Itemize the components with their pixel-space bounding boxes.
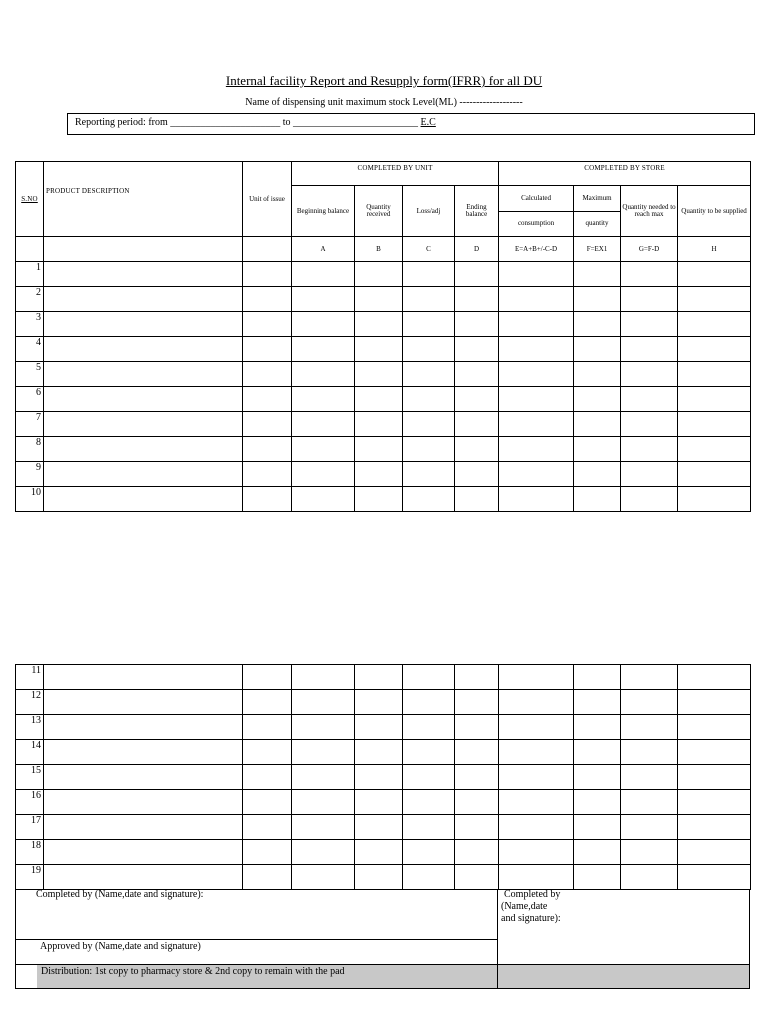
table-cell[interactable] xyxy=(678,665,751,690)
row-number: 17 xyxy=(16,815,44,840)
table-cell[interactable] xyxy=(243,412,292,437)
completed-by-right-line1: Completed by xyxy=(504,889,561,900)
table-cell[interactable] xyxy=(574,665,621,690)
table-cell[interactable] xyxy=(44,437,243,462)
table-cell[interactable] xyxy=(678,487,751,512)
table-cell[interactable] xyxy=(355,412,403,437)
table-cell[interactable] xyxy=(455,690,499,715)
table-cell[interactable] xyxy=(243,337,292,362)
table-cell[interactable] xyxy=(355,815,403,840)
approved-by-label: Approved by (Name,date and signature) xyxy=(40,941,201,952)
table-cell[interactable] xyxy=(403,387,455,412)
completed-by-right-box[interactable] xyxy=(497,889,750,965)
table-cell[interactable] xyxy=(44,262,243,287)
table-cell[interactable] xyxy=(243,262,292,287)
table-cell[interactable] xyxy=(678,462,751,487)
table-cell[interactable] xyxy=(574,312,621,337)
table-cell[interactable] xyxy=(292,362,355,387)
table-cell[interactable] xyxy=(44,337,243,362)
table-cell[interactable] xyxy=(574,362,621,387)
table-row xyxy=(16,362,751,387)
table-cell[interactable] xyxy=(243,790,292,815)
table-cell[interactable] xyxy=(499,262,574,287)
table-cell[interactable] xyxy=(243,840,292,865)
table-cell[interactable] xyxy=(44,815,243,840)
table-cell[interactable] xyxy=(574,815,621,840)
approved-by-box[interactable] xyxy=(15,939,498,965)
reporting-from-blank[interactable]: ______________________ xyxy=(170,117,281,128)
row-number: 4 xyxy=(16,337,44,362)
table-cell[interactable] xyxy=(44,362,243,387)
table-row xyxy=(16,790,751,815)
table-cell[interactable] xyxy=(355,287,403,312)
table-cell[interactable] xyxy=(355,262,403,287)
table-cell[interactable] xyxy=(243,740,292,765)
table-cell[interactable] xyxy=(44,387,243,412)
table-cell[interactable] xyxy=(292,287,355,312)
table-cell[interactable] xyxy=(574,715,621,740)
table-cell[interactable] xyxy=(355,840,403,865)
row-number: 5 xyxy=(16,362,44,387)
table-cell[interactable] xyxy=(455,337,499,362)
table-cell[interactable] xyxy=(44,715,243,740)
table-cell[interactable] xyxy=(455,487,499,512)
distribution-box xyxy=(15,964,498,989)
table-cell[interactable] xyxy=(621,362,678,387)
table-cell[interactable] xyxy=(574,262,621,287)
table-cell[interactable] xyxy=(355,437,403,462)
table-cell[interactable] xyxy=(403,790,455,815)
unit-letter-cell xyxy=(243,237,292,262)
table-cell[interactable] xyxy=(499,665,574,690)
completed-by-left-box[interactable] xyxy=(15,889,498,940)
reporting-to-blank[interactable]: _________________________ xyxy=(293,117,419,128)
table-cell[interactable] xyxy=(403,337,455,362)
table-cell[interactable] xyxy=(403,865,455,890)
col-c-letter: C xyxy=(403,237,455,262)
table-cell[interactable] xyxy=(574,840,621,865)
table-cell[interactable] xyxy=(678,715,751,740)
table-cell[interactable] xyxy=(499,287,574,312)
col-d-letter: D xyxy=(455,237,499,262)
table-cell[interactable] xyxy=(678,337,751,362)
table-cell[interactable] xyxy=(499,387,574,412)
ending-balance-header: Ending balance xyxy=(455,186,499,237)
table-row xyxy=(16,312,751,337)
table-cell[interactable] xyxy=(574,690,621,715)
table-cell[interactable] xyxy=(621,840,678,865)
table-cell[interactable] xyxy=(292,412,355,437)
table-cell[interactable] xyxy=(499,487,574,512)
table-cell[interactable] xyxy=(455,437,499,462)
completed-by-right-label xyxy=(501,889,749,925)
table-cell[interactable] xyxy=(403,312,455,337)
quantity-needed-header: Quantity needed to reach max xyxy=(621,186,678,237)
table-cell[interactable] xyxy=(44,865,243,890)
table-cell[interactable] xyxy=(292,337,355,362)
table-cell[interactable] xyxy=(292,437,355,462)
completed-by-right-line3: and signature): xyxy=(501,913,561,924)
table-cell[interactable] xyxy=(621,387,678,412)
table-row xyxy=(16,765,751,790)
reporting-period-box xyxy=(67,113,755,135)
table-cell[interactable] xyxy=(403,287,455,312)
table-cell[interactable] xyxy=(355,765,403,790)
table-cell[interactable] xyxy=(499,865,574,890)
table-row xyxy=(16,462,751,487)
table-cell[interactable] xyxy=(574,412,621,437)
table-cell[interactable] xyxy=(455,287,499,312)
table-cell[interactable] xyxy=(455,765,499,790)
table-cell[interactable] xyxy=(621,715,678,740)
table-cell[interactable] xyxy=(292,462,355,487)
table-cell[interactable] xyxy=(574,487,621,512)
table-cell[interactable] xyxy=(499,337,574,362)
resupply-table-page2 xyxy=(15,664,751,890)
table-cell[interactable] xyxy=(292,387,355,412)
table-cell[interactable] xyxy=(355,690,403,715)
table-cell[interactable] xyxy=(243,362,292,387)
table-cell[interactable] xyxy=(499,765,574,790)
table-cell[interactable] xyxy=(44,765,243,790)
table-cell[interactable] xyxy=(403,740,455,765)
row-number: 10 xyxy=(16,487,44,512)
table-cell[interactable] xyxy=(44,487,243,512)
table-cell[interactable] xyxy=(243,387,292,412)
table-cell[interactable] xyxy=(678,840,751,865)
table-cell[interactable] xyxy=(292,765,355,790)
table-cell[interactable] xyxy=(355,362,403,387)
table-cell[interactable] xyxy=(355,387,403,412)
table-cell[interactable] xyxy=(355,865,403,890)
table-cell[interactable] xyxy=(292,740,355,765)
table-cell[interactable] xyxy=(678,262,751,287)
table-cell[interactable] xyxy=(292,865,355,890)
table-row xyxy=(16,262,751,287)
table-cell[interactable] xyxy=(292,312,355,337)
table-cell[interactable] xyxy=(621,462,678,487)
table-cell[interactable] xyxy=(355,740,403,765)
row-number: 9 xyxy=(16,462,44,487)
table-cell[interactable] xyxy=(621,665,678,690)
table-cell[interactable] xyxy=(574,387,621,412)
table-cell[interactable] xyxy=(621,287,678,312)
table-cell[interactable] xyxy=(403,262,455,287)
maximum-header: Maximum xyxy=(574,186,621,212)
table-cell[interactable] xyxy=(678,815,751,840)
table-cell[interactable] xyxy=(355,337,403,362)
product-description-header xyxy=(44,162,243,237)
table-cell[interactable] xyxy=(574,462,621,487)
table-body-page2 xyxy=(16,665,751,890)
table-cell[interactable] xyxy=(678,387,751,412)
table-cell[interactable] xyxy=(678,312,751,337)
table-row xyxy=(16,412,751,437)
product-description-label: PRODUCT DESCRIPTION xyxy=(46,187,130,195)
table-cell[interactable] xyxy=(243,865,292,890)
table-cell[interactable] xyxy=(44,287,243,312)
table-cell[interactable] xyxy=(455,387,499,412)
table-cell[interactable] xyxy=(678,790,751,815)
calculated-header: Calculated xyxy=(499,186,574,212)
col-g-formula: G=F-D xyxy=(621,237,678,262)
row-number: 19 xyxy=(16,865,44,890)
table-cell[interactable] xyxy=(499,462,574,487)
table-cell[interactable] xyxy=(355,790,403,815)
table-cell[interactable] xyxy=(621,790,678,815)
table-cell[interactable] xyxy=(574,337,621,362)
table-cell[interactable] xyxy=(292,715,355,740)
table-cell[interactable] xyxy=(455,412,499,437)
table-cell[interactable] xyxy=(621,740,678,765)
table-cell[interactable] xyxy=(621,815,678,840)
table-cell[interactable] xyxy=(403,487,455,512)
table-cell[interactable] xyxy=(621,412,678,437)
table-cell[interactable] xyxy=(499,690,574,715)
table-cell[interactable] xyxy=(455,865,499,890)
table-cell[interactable] xyxy=(455,740,499,765)
table-cell[interactable] xyxy=(292,840,355,865)
table-cell[interactable] xyxy=(355,462,403,487)
table-cell[interactable] xyxy=(292,487,355,512)
table-cell[interactable] xyxy=(455,362,499,387)
col-f-formula: F=EX1 xyxy=(574,237,621,262)
completed-by-right-line2: (Name,date xyxy=(501,901,548,912)
table-cell[interactable] xyxy=(499,412,574,437)
col-a-letter: A xyxy=(292,237,355,262)
row-number: 1 xyxy=(16,262,44,287)
row-number: 15 xyxy=(16,765,44,790)
table-cell[interactable] xyxy=(44,690,243,715)
table-cell[interactable] xyxy=(44,462,243,487)
table-cell[interactable] xyxy=(621,437,678,462)
table-cell[interactable] xyxy=(621,487,678,512)
table-cell[interactable] xyxy=(243,462,292,487)
row-number: 8 xyxy=(16,437,44,462)
table-cell[interactable] xyxy=(355,487,403,512)
table-cell[interactable] xyxy=(44,790,243,815)
table-cell[interactable] xyxy=(574,865,621,890)
table-row xyxy=(16,287,751,312)
form-title: Internal facility Report and Resupply form(IFRR) for all DU xyxy=(225,73,543,88)
table-body-page1 xyxy=(16,262,751,512)
table-cell[interactable] xyxy=(574,790,621,815)
loss-adj-header: Loss/adj xyxy=(403,186,455,237)
reporting-ec: E.C xyxy=(420,117,436,128)
table-row xyxy=(16,865,751,890)
quantity-header: quantity xyxy=(574,211,621,237)
reporting-from-label: Reporting period: from xyxy=(75,117,168,128)
table-cell[interactable] xyxy=(678,740,751,765)
table-cell[interactable] xyxy=(499,312,574,337)
table-cell[interactable] xyxy=(621,690,678,715)
table-cell[interactable] xyxy=(292,815,355,840)
table-cell[interactable] xyxy=(292,790,355,815)
row-number: 12 xyxy=(16,690,44,715)
product-letter-cell xyxy=(44,237,243,262)
table-cell[interactable] xyxy=(44,665,243,690)
table-row xyxy=(16,740,751,765)
row-number: 11 xyxy=(16,665,44,690)
table-cell[interactable] xyxy=(403,815,455,840)
table-row xyxy=(16,337,751,362)
distribution-right-cell xyxy=(497,964,750,989)
table-cell[interactable] xyxy=(403,412,455,437)
table-cell[interactable] xyxy=(455,312,499,337)
table-row xyxy=(16,815,751,840)
consumption-header: consumption xyxy=(499,211,574,237)
table-cell[interactable] xyxy=(403,462,455,487)
table-cell[interactable] xyxy=(243,437,292,462)
table-cell[interactable] xyxy=(243,690,292,715)
table-cell[interactable] xyxy=(44,412,243,437)
table-cell[interactable] xyxy=(574,437,621,462)
table-cell[interactable] xyxy=(678,437,751,462)
completed-by-left-label: Completed by (Name,date and signature): xyxy=(36,889,204,900)
row-number: 18 xyxy=(16,840,44,865)
table-cell[interactable] xyxy=(243,287,292,312)
resupply-table-page1 xyxy=(15,161,751,512)
table-cell[interactable] xyxy=(621,765,678,790)
table-cell[interactable] xyxy=(678,287,751,312)
table-cell[interactable] xyxy=(678,865,751,890)
table-cell[interactable] xyxy=(678,690,751,715)
beginning-balance-header: Beginning balance xyxy=(292,186,355,237)
table-cell[interactable] xyxy=(574,765,621,790)
table-row xyxy=(16,690,751,715)
table-cell[interactable] xyxy=(403,765,455,790)
sno-letter-cell xyxy=(16,237,44,262)
table-cell[interactable] xyxy=(243,715,292,740)
reporting-to-label: to xyxy=(282,117,291,128)
table-cell[interactable] xyxy=(243,665,292,690)
table-cell[interactable] xyxy=(455,840,499,865)
table-row xyxy=(16,665,751,690)
sno-header: S.NO xyxy=(16,162,44,237)
table-cell[interactable] xyxy=(499,840,574,865)
distribution-label: Distribution: 1st copy to pharmacy store & 2nd copy to remain with the pad xyxy=(37,965,497,988)
table-cell[interactable] xyxy=(499,362,574,387)
table-cell[interactable] xyxy=(499,437,574,462)
table-cell[interactable] xyxy=(455,665,499,690)
table-cell[interactable] xyxy=(678,412,751,437)
table-cell[interactable] xyxy=(499,790,574,815)
completed-by-unit-header: COMPLETED BY UNIT xyxy=(292,162,499,186)
table-cell[interactable] xyxy=(243,765,292,790)
row-number: 7 xyxy=(16,412,44,437)
form-subtitle: Name of dispensing unit maximum stock Level(ML) ------------------- xyxy=(245,97,523,108)
row-number: 14 xyxy=(16,740,44,765)
table-cell[interactable] xyxy=(292,665,355,690)
table-cell[interactable] xyxy=(44,840,243,865)
col-h-letter: H xyxy=(678,237,751,262)
table-cell[interactable] xyxy=(243,312,292,337)
table-cell[interactable] xyxy=(499,815,574,840)
row-number: 16 xyxy=(16,790,44,815)
row-number: 2 xyxy=(16,287,44,312)
table-cell[interactable] xyxy=(44,312,243,337)
col-b-letter: B xyxy=(355,237,403,262)
table-cell[interactable] xyxy=(621,865,678,890)
table-cell[interactable] xyxy=(621,312,678,337)
table-cell[interactable] xyxy=(292,690,355,715)
table-row xyxy=(16,487,751,512)
quantity-received-header: Quantity received xyxy=(355,186,403,237)
table-cell[interactable] xyxy=(403,665,455,690)
table-cell[interactable] xyxy=(499,740,574,765)
col-e-formula: E=A+B+/-C-D xyxy=(499,237,574,262)
table-cell[interactable] xyxy=(455,462,499,487)
table-cell[interactable] xyxy=(621,262,678,287)
table-row xyxy=(16,437,751,462)
table-cell[interactable] xyxy=(403,690,455,715)
unit-of-issue-header: Unit of issue xyxy=(243,162,292,237)
table-cell[interactable] xyxy=(678,765,751,790)
table-cell[interactable] xyxy=(678,362,751,387)
table-cell[interactable] xyxy=(243,815,292,840)
table-cell[interactable] xyxy=(455,715,499,740)
table-cell[interactable] xyxy=(243,487,292,512)
table-cell[interactable] xyxy=(499,715,574,740)
completed-by-store-header: COMPLETED BY STORE xyxy=(499,162,751,186)
row-number: 13 xyxy=(16,715,44,740)
table-cell[interactable] xyxy=(403,840,455,865)
table-cell[interactable] xyxy=(355,665,403,690)
table-cell[interactable] xyxy=(455,790,499,815)
table-row xyxy=(16,840,751,865)
table-cell[interactable] xyxy=(355,715,403,740)
row-number: 3 xyxy=(16,312,44,337)
table-cell[interactable] xyxy=(455,815,499,840)
table-cell[interactable] xyxy=(403,437,455,462)
table-cell[interactable] xyxy=(574,740,621,765)
table-cell[interactable] xyxy=(44,740,243,765)
table-cell[interactable] xyxy=(455,262,499,287)
row-number: 6 xyxy=(16,387,44,412)
quantity-supplied-header: Quantity to be supplied xyxy=(678,186,751,237)
table-row xyxy=(16,387,751,412)
table-cell[interactable] xyxy=(574,287,621,312)
table-cell[interactable] xyxy=(292,262,355,287)
table-cell[interactable] xyxy=(621,337,678,362)
table-cell[interactable] xyxy=(403,362,455,387)
table-row xyxy=(16,715,751,740)
table-cell[interactable] xyxy=(355,312,403,337)
table-cell[interactable] xyxy=(403,715,455,740)
